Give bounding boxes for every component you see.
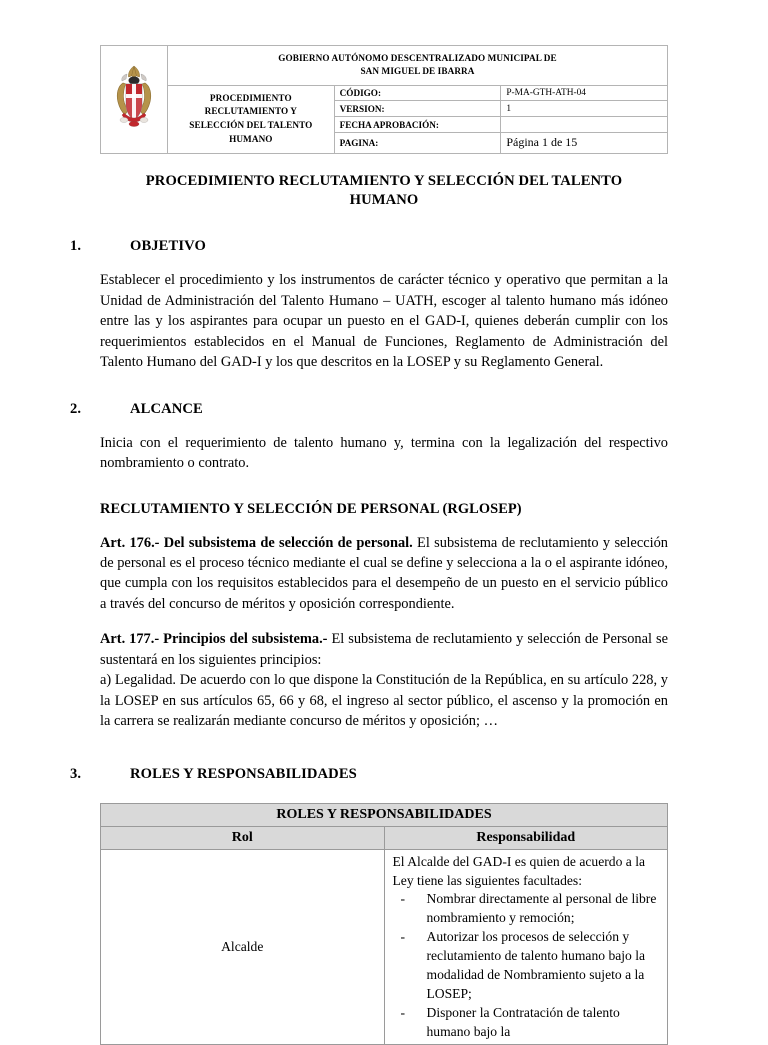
document-title-cell [168, 85, 335, 153]
logo-cell [101, 46, 168, 154]
art-176-bold-lead: Art. 176.- Del subsistema de selección de personal. [100, 534, 413, 551]
roles-table-header-row [101, 826, 668, 849]
paragraph-art-176 [100, 533, 668, 615]
art-177-body: El subsistema de reclutamiento y selección de Personal se sustentará en los siguientes principios: [100, 631, 668, 668]
document-title-line-2: SELECCIÓN DEL TALENTO HUMANO [189, 120, 313, 145]
meta-label-pagina: PAGINA: [334, 132, 501, 153]
meta-label-version: VERSION: [334, 101, 501, 117]
responsabilidad-list [393, 890, 662, 1041]
section-number-objetivo: 1. [70, 238, 82, 255]
document-header-table [100, 45, 668, 154]
list-item [393, 928, 662, 1004]
roles-responsibilities-table [100, 803, 668, 1045]
document-title-line-1: PROCEDIMIENTO RECLUTAMIENTO Y [204, 92, 298, 117]
dash-marker-icon: - [400, 1004, 406, 1020]
meta-label-codigo: CÓDIGO: [334, 85, 501, 101]
page-title [120, 172, 648, 211]
cell-rol-alcalde: Alcalde [101, 849, 385, 1044]
dash-marker-icon: - [400, 891, 406, 907]
section-number-alcance: 2. [70, 400, 82, 417]
meta-value-codigo: P-MA-GTH-ATH-04 [501, 85, 668, 101]
responsabilidad-lead: El Alcalde del GAD-I es quien de acuerdo a la Ley tiene las siguientes facultades: [392, 853, 646, 888]
roles-table-title-row [101, 803, 668, 826]
section-heading-roles [70, 765, 668, 783]
section-heading-alcance [70, 400, 668, 418]
art-177-bold-lead: Art. 177.- Principios del subsistema.- [100, 631, 328, 648]
dash-marker-icon: - [400, 929, 406, 945]
section-title-alcance: ALCANCE [130, 400, 203, 417]
meta-value-fecha-aprobacion [501, 117, 668, 133]
meta-value-version: 1 [501, 101, 668, 117]
column-header-rol: Rol [101, 826, 385, 849]
organization-line-2: SAN MIGUEL DE IBARRA [360, 66, 475, 77]
list-item-text: Disponer la Contratación de talento humano bajo la [426, 1004, 620, 1039]
art-176-body: El subsistema de reclutamiento y selección de personal es el proceso técnico mediante el cual se define y selecciona a la o el aspirante idóneo, que cumpla con los requisitos establecidos para el desempeño de un puesto en el servicio público a través del concurso de méritos y oposición correspondiente. [100, 534, 668, 612]
meta-value-pagina: Página 1 de 15 [501, 132, 668, 153]
art-177-body-2: a) Legalidad. De acuerdo con lo que dispone la Constitución de la República, en su artículo 228, y la LOSEP en sus artículos 65, 66 y 68, el ingreso al sector público, el ascenso y la promoción en la carrera se realizarán mediante concurso de méritos y oposición; … [100, 672, 668, 730]
organization-name-cell [168, 46, 668, 86]
page-content [70, 45, 668, 1045]
section-number-roles: 3. [70, 765, 82, 782]
table-row [101, 849, 668, 1044]
coat-of-arms-icon [101, 64, 167, 134]
list-item-text: Autorizar los procesos de selección y reclutamiento de talento humano bajo la modalidad de Nombramiento sujeto a la LOSEP; [426, 929, 646, 1001]
section-title-roles: ROLES Y RESPONSABILIDADES [130, 765, 357, 782]
section-title-objetivo: OBJETIVO [130, 238, 206, 255]
meta-label-fecha-aprobacion: FECHA APROBACIÓN: [334, 117, 501, 133]
cell-responsabilidad-alcalde [384, 849, 668, 1044]
list-item [393, 890, 662, 928]
list-item [393, 1004, 662, 1042]
section-heading-rglosep: RECLUTAMIENTO Y SELECCIÓN DE PERSONAL (RGLOSEP) [100, 500, 522, 517]
paragraph-art-177 [100, 629, 668, 731]
column-header-responsabilidad: Responsabilidad [384, 826, 668, 849]
section-heading-objetivo [70, 238, 668, 255]
page-title-line-1: PROCEDIMIENTO RECLUTAMIENTO Y SELECCIÓN DEL TALENTO [145, 172, 623, 189]
header-row-codigo [101, 85, 668, 101]
list-item-text: Nombrar directamente al personal de libre nombramiento y remoción; [426, 891, 657, 926]
paragraph-objetivo: Establecer el procedimiento y los instrumentos de carácter técnico y operativo que permitan a la Unidad de Administración del Talento Humano – UATH, escoger al talento humano más idóneo entre las y los aspirantes para ocupar un puesto en el GAD-I, quienes deberán cumplir con los requerimientos establecidos en el Manual de Funciones, Reglamento de Administración del Talento Humano del GAD-I y los que descritos en la LOSEP y su Reglamento General. [100, 272, 668, 371]
page-title-line-2: HUMANO [349, 192, 419, 209]
header-row-organization [101, 46, 668, 86]
roles-table-title: ROLES Y RESPONSABILIDADES [101, 803, 668, 826]
organization-line-1: GOBIERNO AUTÓNOMO DESCENTRALIZADO MUNICIPAL DE [278, 53, 557, 63]
paragraph-alcance: Inicia con el requerimiento de talento humano y, termina con la legalización del respectivo nombramiento o contrato. [100, 434, 668, 472]
